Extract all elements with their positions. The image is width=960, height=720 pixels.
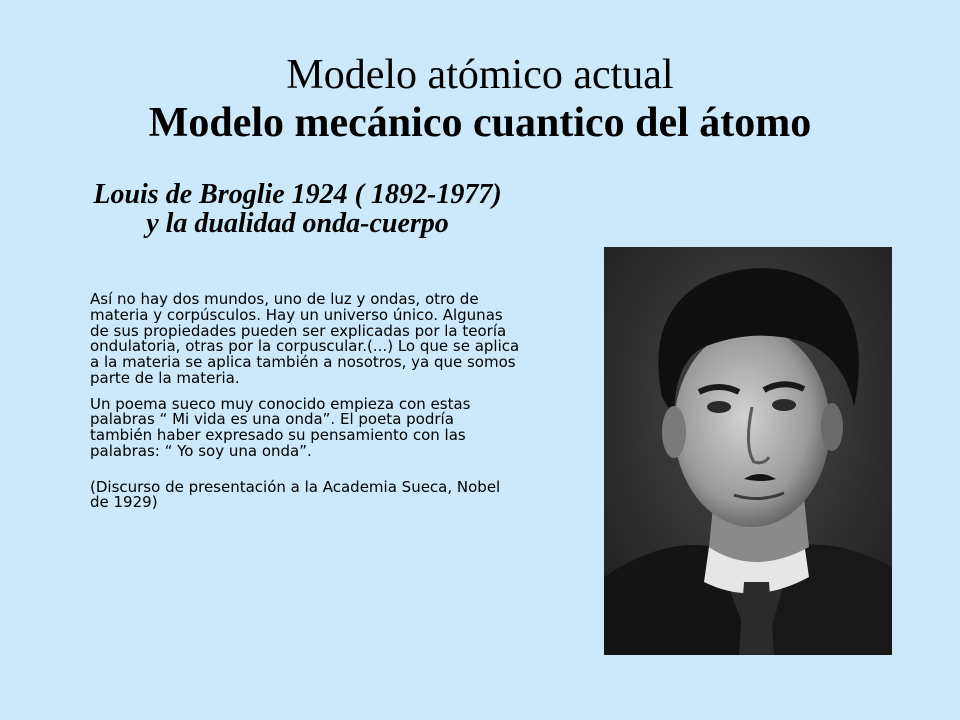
subtitle: Louis de Broglie 1924 ( 1892-1977) y la dualidad onda-cuerpo xyxy=(93,179,502,240)
citation: (Discurso de presentación a la Academia Sueca, Nobel de 1929) xyxy=(90,477,501,512)
title-line-1: Modelo atómico actual xyxy=(286,52,674,98)
slide-title xyxy=(0,52,960,146)
title-line-2: Modelo mecánico cuantico del átomo xyxy=(148,100,812,147)
body-text xyxy=(90,292,520,521)
portrait-photo xyxy=(604,247,892,655)
paragraph-1: Así no hay dos mundos, uno de luz y ondas, otro de materia y corpúsculos. Hay un universo único. Algunas de sus propiedades pueden ser explicadas por la teoría ondulatoria, otras por la corpuscular.(...) Lo que se aplica a la materia se aplica también a nosotros, ya que somos parte de la materia. xyxy=(90,290,520,387)
portrait-image xyxy=(604,247,892,655)
paragraph-2: Un poema sueco muy conocido empieza con estas palabras “ Mi vida es una onda”. El poeta podría también haber expresado su pensamiento con las palabras: “ Yo soy una onda”. xyxy=(90,394,471,460)
